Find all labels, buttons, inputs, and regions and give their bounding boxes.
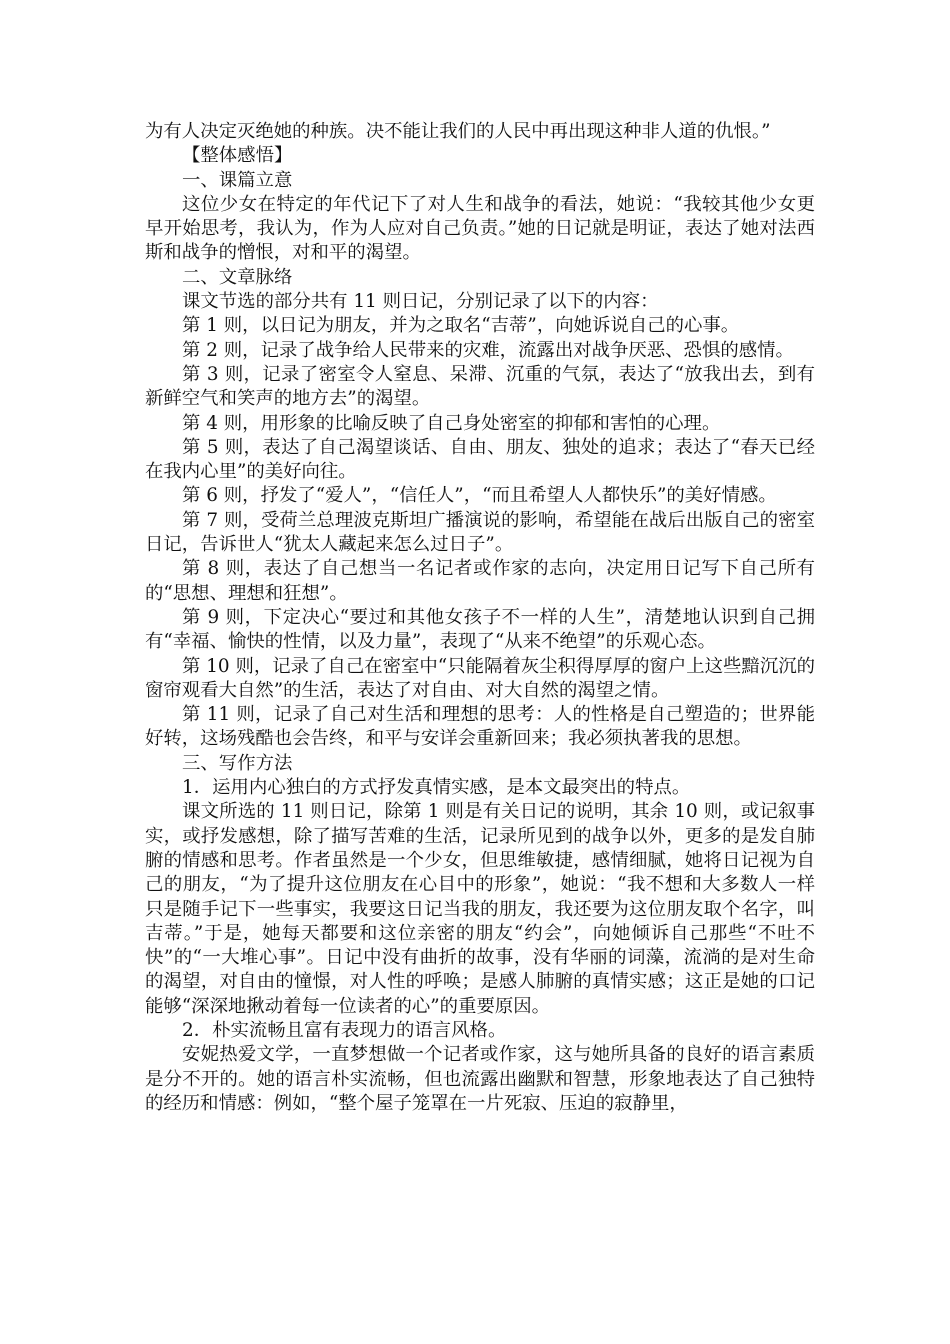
diary-entry-7: 第 7 则，受荷兰总理波克斯坦广播演说的影响，希望能在战后出版自己的密室日记，告诉世人“犹太人藏起来怎么过日子”。: [145, 509, 815, 556]
method-point-2: 2．朴实流畅且富有表现力的语言风格。: [182, 1019, 507, 1041]
diary-entry-11: 第 11 则，记录了自己对生活和理想的思考：人的性格是自己塑造的；世界能好转，这场残酷也会告终，和平与安详会重新回来；我必须执著我的思想。: [145, 704, 815, 750]
subheading-writing-method: 三、写作方法: [182, 752, 293, 774]
paragraph-method-2-body: 安妮热爱文学，一直梦想做一个记者或作家，这与她所具备的良好的语言素质是分不开的。她的语言朴实流畅，但也流露出幽默和智慧，形象地表达了自己独特的经历和情感：例如，“整个屋子笼罩在一片死寂、压迫的寂静里，: [145, 1044, 815, 1114]
diary-entry-8: 第 8 则，表达了自己想当一名记者或作家的志向，决定用日记写下自己所有的“思想、理想和狂想”。: [145, 558, 815, 604]
document-page: [145, 120, 815, 1116]
diary-entry-5: 第 5 则，表达了自己渴望谈话、自由、朋友、独处的追求；表达了“春天已经在我内心里”的美好向往。: [145, 436, 815, 483]
diary-entry-9: 第 9 则，下定决心“要过和其他女孩子不一样的人生”，清楚地认识到自己拥有“幸福、愉快的性情，以及力量”，表现了“从来不绝望”的乐观心态。: [145, 606, 815, 653]
method-point-1: 1．运用内心独白的方式抒发真情实感，是本文最突出的特点。: [182, 777, 691, 799]
diary-entry-1: 第 1 则，以日记为朋友，并为之取名“吉蒂”，向她诉说自己的心事。: [182, 315, 740, 337]
paragraph-theme: 这位少女在特定的年代记下了对人生和战争的看法，她说：“我较其他少女更早开始思考，我认为，作为人应对自己负责。”她的日记就是明证，表达了她对法西斯和战争的憎恨，对和平的渴望。: [145, 193, 815, 264]
diary-entry-4: 第 4 则，用形象的比喻反映了自己身处密室的抑郁和害怕的心理。: [182, 412, 721, 434]
diary-entry-10: 第 10 则，记录了自己在密室中“只能隔着灰尘积得厚厚的窗户上这些黯沉沉的窗帘观看大自然”的生活，表达了对自由、对大自然的渴望之情。: [145, 655, 815, 701]
section-heading-overall: 【整体感悟】: [182, 145, 293, 167]
diary-entry-6: 第 6 则，抒发了“爱人”，“信任人”，“而且希望人人都快乐”的美好情感。: [182, 485, 777, 507]
paragraph-continuation: 为有人决定灭绝她的种族。决不能让我们的人民中再出现这种非人道的仇恨。”: [145, 121, 771, 142]
diary-entry-3: 第 3 则，记录了密室令人窒息、呆滞、沉重的气氛，表达了“放我出去，到有新鲜空气和笑声的地方去”的渴望。: [145, 363, 815, 410]
subheading-theme: 一、课篇立意: [182, 169, 293, 191]
subheading-structure: 二、文章脉络: [182, 266, 293, 288]
paragraph-structure-intro: 课文节选的部分共有 11 则日记，分别记录了以下的内容：: [182, 291, 659, 313]
diary-entry-2: 第 2 则，记录了战争给人民带来的灾难，流露出对战争厌恶、恐惧的感情。: [182, 339, 794, 361]
paragraph-method-1-body: 课文所选的 11 则日记，除第 1 则是有关日记的说明，其余 10 则，或记叙事实，或抒发感想，除了描写苦难的生活，记录所见到的战争以外，更多的是发自肺腑的情感和思考。作者虽然是一个少女，但思维敏捷，感情细腻，她将日记视为自己的朋友，“为了提升这位朋友在心目中的形象”，她说：“我不想和大多数人一样只是随手记下一些事实，我要这日记当我的朋友，我还要为这位朋友取个名字，叫吉蒂。”于是，她每天都要和这位亲密的朋友“约会”，向她倾诉自己那些“不吐不快”的“一大堆心事”。日记中没有曲折的故事，没有华丽的词藻，流淌的是对生命的渴望，对自由的憧憬，对人性的呼唤；是感人肺腑的真情实感；这正是她的口记能够“深深地揪动着每一位读者的心”的重要原因。: [145, 801, 815, 1017]
